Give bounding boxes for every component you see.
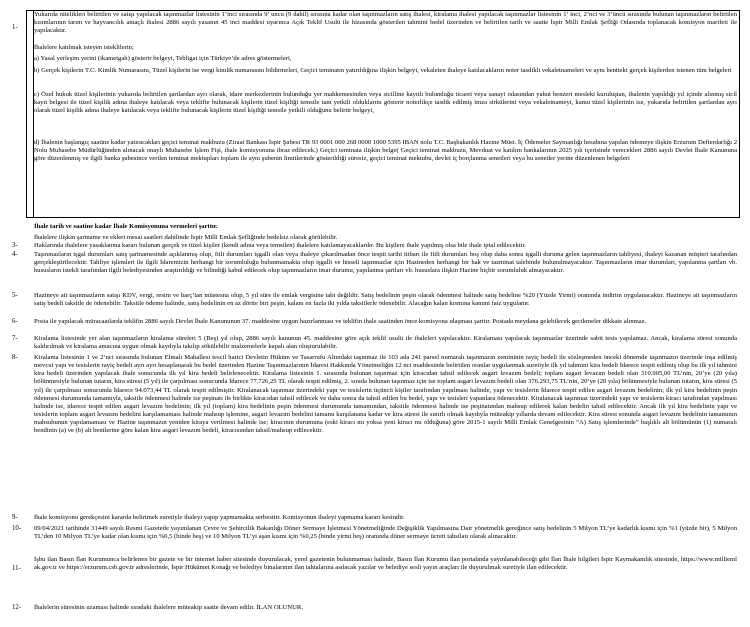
item-text-12: İhalelerin süresinin uzaması halinde sıradaki ihalelere müteakip saatte devam edilir. İLAN OLUNUR. <box>34 604 303 611</box>
item-number-11: 11- <box>12 565 21 572</box>
item-number-8: 8- <box>12 354 18 361</box>
section-1-intro: Yukarıda nitelikleri belirtilen ve satışı yapılacak taşınmazlar listesinin 1’inci sırasında 9’ uncu (9 dahil) sırasına kadar olan taşınmazların satış ihalesi, kiralama ihalesi yapılacak taşınmazlar listesinin 1’ inci, 2’nci ve 3’üncü sırasında bulunan taşınmazların belirtilen kısımlarının tarım ve hayvancılık amaçlı ihalesi 2886 sayılı yasanın 45 inci maddesi uyarınca Açık Teklif Usulü ile hizasında gösterilen tahmini bedel üzerinden ve belirtilen tarih ve saatte İspir Milli Emlak Şefliği Odasında toplanacak komisyon marifeti ile yapılacaktır. <box>34 11 737 35</box>
item-text-5: Hazineye ait taşınmazların satışı KDV, vergi, resim ve harç’tan müstesna olup, 5 yıl süre ile emlak vergisine tabi değildir. Satış bedelinin peşin olarak ödenmesi halinde satış bedeline %20 (Yüzde Yirmi) oranında indirim uygulanacaktır. Hazineye ait taşınmazların satış bedeli taksitle de ödenebilir. Taksitle ödeme halinde, satış bedelinin en az dörtte biri peşin, kalanı en fazla iki yılda taksitlerle ödenebilir. Alacağın kalan kısmına kanuni faiz uygulanır. <box>34 292 737 308</box>
item-number-4: 4- <box>12 251 18 258</box>
item-text-10: 09/04/2021 tarihinde 31449 sayılı Resmi Gazetede yayımlanan Çevre ve Şehircilik Bakanlığı Döner Sermaye İşletmesi Yönetmeliğinde Değişiklik Yapılmasına Dair yönetmelik gereğince satış bedelinin 5 Milyon TL’ye kadarlık kısmı için %1 (yüzde bir), 5 Milyon TL’den 10 Milyon TL’ye kadar olan kısmı için %0,5 (binde beş) ve 10 Milyon TL’yi aşan kısmı için %0,25 (binde yirmi beş) oranında döner sermaye ücreti tahsilatı olarak alınacaktır. <box>34 525 737 541</box>
item-text-9: İhale komisyonu gerekçesini kararda belirtmek suretiyle ihaleyi yapıp yapmamakta serbesttir. Komisyonun ihaleyi yapmama kararı kesindir. <box>34 514 405 521</box>
item-text-4: Taşınmazların işgal durumları satış şartnamesinde açıklanmış olup, fiili durumları işgalli olan veya ihaleye çıkarılmadan önce tespit tarihi itibarı ile fiili durumları boş olup daha sonra işgalli duruma gelen taşınmazların tahliyesi, ihaleyi kazanan müşteri tarafından gerçekleştirilecektir. Tahliye işlemleri ile ilgili İdaremizin herhangi bir sorumluluğu bulunmamakta olup işgalli ve hisseli taşınmazlar için Hazineden herhangi bir hak ve tazminat talebinde bulunulmayacaktır. Taşınmazların imar durumları, yapılanma şartları vb. hususların istekli tarafından ilgili belediyesinden araştırıldığı ve bilindiği kabul edilecek olup taşınmazların imar durumu, yapılanma şartları vb. hususlara ilişkin Hazine hiçbir sorumluluk almayacaktır. <box>34 251 737 275</box>
general-line: İhalelere ilişkin şartname ve ekleri mesai saatleri dahilinde İspir Milli Emlak Şefliğinde bedelsiz olarak görülebilir. <box>34 234 338 241</box>
item-number-5: 5- <box>12 292 18 299</box>
general-title: İhale tarih ve saatine kadar İhale Komisyonuna vermeleri şarttır. <box>34 223 218 230</box>
item-number-3: 3- <box>12 242 18 249</box>
item-number-9: 9- <box>12 514 18 521</box>
item-number-6: 6- <box>12 318 18 325</box>
requirement-c: c) Özel hukuk tüzel kişilerinin yukarıda belirtilen şartlardan ayrı olarak, idare merkezlerinin bulunduğu yer mahkemesinden veya sicilline kayıtlı bulunduğu ticaret veya sanayi odasından yahut benzeri mesleki kuruluştan, ihalenin yapıldığı yıl içinde alınmış sicil kayıt belgesi ile tüzel kişilik adına ihaleye katılacak veya teklifte bulunacak kişilerin tüzel kişiliği temsile tam yetkili olduklarını gösterir noterlikçe tasdik edilmiş imza sirkülerini veya vekaletnameyi, kamu tüzel kişilerinin ise, yukarıda belirtilen şartlardan ayrı olarak tüzel kişilik adına ihaleye katılacak veya teklifte bulunacak kişilerin tüzel kişiliği temsile yetkili olduğunu belirtir belgeyi, <box>34 91 737 115</box>
item-number-1: 1- <box>12 24 18 31</box>
item-text-6: Posta ile yapılacak müracaatlarda teklifin 2886 sayılı Devlet İhale Kanununun 37. maddesine uygun hazırlanması ve teklifin ihale saatinden önce komisyona ulaşması şarttır. Postada meydana gelebilecek gecikmeler dikkate alınmaz. <box>34 318 647 325</box>
requirement-a: a) Yasal yerleşim yerini (ikametgah) gösterir belgeyi, Tebligat için Türkiye’de adres göstermeleri, <box>34 55 292 62</box>
participants-title: İhalelere katılmak isteyen isteklilerin; <box>34 44 134 51</box>
item-text-7: Kiralama listesinde yer alan taşınmazların kiralama süreleri 5 (Beş) yıl olup, 2886 sayılı kanunun 45. maddesine göre açık teklif usulü ile ihaleleri yapılacaktır. Kiralaması yapılacak taşınmazlar üzerinde sabit tesis yapılamaz. Ancak, kiralama süresi sonunda kaldırılmak ve kiralama amacına uygun olmak kaydıyla takılıp sökülebilir malzemelerle kapalı alan oluşturulabilir. <box>34 335 737 351</box>
item-number-12: 12- <box>12 604 22 611</box>
item-number-10: 10- <box>12 525 22 532</box>
requirement-b: b) Gerçek kişilerin T.C. Kimlik Numarasını, Tüzel kişilerin ise vergi kimlik numarasını bildirmeleri, Geçici teminatın yatırıldığına ilişkin belgeyi, vekaleten ihaleye katılacakların noter tasdikli vekaletnameleri ve aynı bentteki gerçek kişilerden istenen tüm belgeleri <box>34 67 732 74</box>
item-text-3: Haklarında ihalelere yasaklanma kararı bulunan gerçek ve tüzel kişiler (kendi adına veya temsilen) ihalelere katılamayacaklardır. Bu kişilere ihale yapılmış olsa bile ihale iptal edilecektir. <box>34 242 526 249</box>
requirement-d: d) İhalenin başlangıç saatine kadar yatıracakları geçici teminat makbuzu (Ziraat Bankası İspir Şubesi TR 93 0001 000 268 0000 1000 5395 IBAN nolu T.C. Başbakanlık Hazine Müst. İç Ödemeler Saymanlığı hesabına yapılan ödemeye ilişkin Erzurum Defterdarlığı 2 Nolu Muhasebe Müdürlüğünden alınacak onaylı Muhasebe İşlem Fişi, ihale komisyonuna ibraz edilecek.) Geçici teminata ilişkin belge( Geçici teminat makbuzu, Mevduat ve katılım bankalarının 2025 yılı içerisinde verecekleri 2886 sayılı Devlet İhale Kanununa göre düzenlenmiş ve ilgili banka şubesince verilen teminat mektupları toplam ile aynı şubenin limitlerinde gösterildiği süresiz, geçici teminat mektubu, devlet iç borçlanma senetleri veya bu senetler yerine düzenlenen belgeleri <box>34 139 737 163</box>
item-number-7: 7- <box>12 335 18 342</box>
item-text-8: Kiralama listesinin 1 ve 2’nci sırasında bulunan Elmalı Mahallesi tescil harici Devletin Hüküm ve Tasarrufu Altındaki taşınmaz ile 103 ada 241 parsel numaralı taşınmazın zemininin rayiç bedeli ile sözleşmeden önceki dönemde taşınmazın üzerinde inşa edilmiş mevcut yapı ve tesislerin rayiç bedeli ayrı ayrı hesaplanarak bu bedel üzerinden Hazine Taşınmazlarının İdaresi Hakkında Yönetmeliğin 12 nci maddesinde belirtilen oranlar uygulanmak suretiyle ilk yıl tahmini kira bedeli İdarece tespit edilmiş olup bu ilk yıl tahmini kira bedeli üzerinden yapılacak ihale sonucunda ilk yıl kira bedeli belirlenecektir. Kiralama listesinin 1. sırasında bulunan taşınmaz için kiracıdan tahsil edilecek asgari levazım bedeli; toplam asgari levazım bedeli olan 310.905,00 TL’nin, 20’ye (20 yıla) bölünmesiyle bulunan tutarın, kira süresi (5 yıl) ile çarpılması sonucunda İdarece 77.726,25 TL olarak tespit edilmiş, 2. sırada bulunan taşınmaz için ise toplam asgari levazım bedeli olan 376.293,75 TL’nin, 20’ye (20 yıla) bölünmesiyle bulunan tutarın, kira süresi (5 yıl) ile çarpılması sonucunda İdarece 94.073,44 TL olarak tespit edilmiştir. Kiralanacak taşınmaz üzerindeki yapı ve tesislerin üçüncü kişiler tarafından yapılması halinde, yapı ve tesislerin İdarece tespit edilen asgari levazım bedelinin; ilk yıl kira bedelinin peşin ödenmesi durumunda tamamıyla, taksitle ödenmesi halinde ise peşinatı ile birlikte kiracıdan tahsil edilecek ve daha sonra da tahsil edilen bu bedel, yapı ve tesisleri yapanlara ödenecektir. Kiralanacak taşınmaz üzerindeki yapı ve tesislerin kiracı tarafından yapılması halinde ise, idarece tespit edilen asgari levazım bedelinin; ilk yıl (toplam) kira bedelinin peşin ödenmesi durumunda tamamından, taksitle ödenmesi halinde ise peşinatından mahsup edilerek kalan bedelin tahsil edilecektir. Ancak ilk yıl kira bedelinin yapı ve tesislerin toplam asgari levazım bedelini karşılamaması halinde mahsup işlemine, asgari levazım bedelini tamamı karşılanana kadar ve kira süresi ile sınırlı olmak kaydıyla müteakip yıllarda devam edilecektir. Kira süresi sonunda asgari levazım bedelinin tamamının mahsubunun yapılamaması ve Hazine taşınmazın yeniden kiraya verilmesi halinde ise; kiracının durumuna (eski kiracı mı yoksa yeni kiracı mı olduğuna) göre 2015-1 sayılı Milli Emlak Genelgesinin “A) Satış işlemlerinde” başlıklı alt bölümünün (1) numaralı bendinin (a) ve (b) alt bentlerine göre kalan kira asgari levazım bedeli, kiracısından tahsil/mahsup edilecektir. <box>34 354 737 435</box>
item-text-11: İşbu ilan Basın İlan Kurumunca belirlenen bir gazete ve bir internet haber sitesinde duyurulacak, yerel gazetenin bulunmaması halinde, Basın İlan Kurumu ilan portalında yayınlanabileceği gibi İlan İhale bilgileri İspir Kaymakamlık sitesinde, https://www.millieml ak.gov.tr ve https://erzurum.csb.gov.tr adreslerinde, İspir Hükümet Konağı ve belediye binalarının ilan tahtalarına asılacak yazılar ve belediye sesli yayın araçları ile duyurulmak suretiyle ilan edilecektir. <box>34 556 737 572</box>
